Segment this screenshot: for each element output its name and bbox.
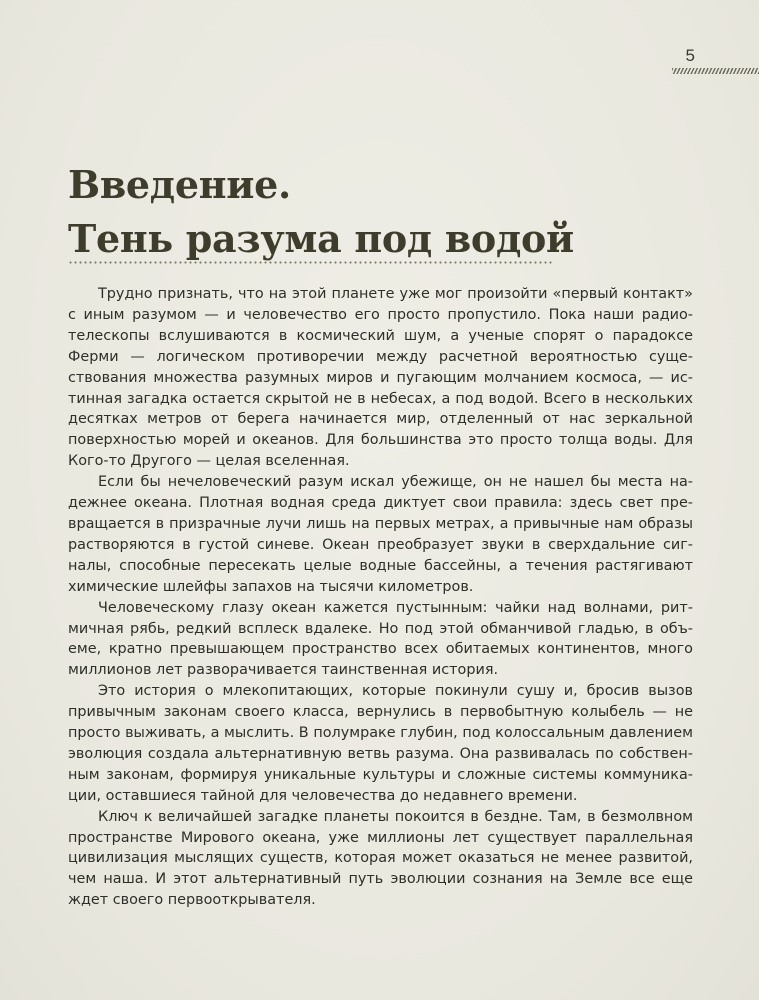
chapter-title-line-1: Введение. xyxy=(68,162,291,207)
paragraph: Это история о млекопитающих, которые покинули сушу и, бросив вызов привычным законам своего класса, вернулись в первобытную колыбель — не просто выживать, а мыслить. В полумраке глубин, под колоссальным давлением эволюция создала альтернативную ветвь разума. Она развивалась по собственным законам, формируя уникальные культуры и сложные системы коммуникации, оставшиеся тайной для человечества до недавнего времени. xyxy=(68,683,693,804)
chapter-title xyxy=(68,158,688,266)
paragraph: Трудно признать, что на этой планете уже мог произойти «первый контакт» с иным разумом — и человечество его просто пропустило. Пока наши радиотелескопы вслушиваются в космический шум, а ученые спорят о парадоксе Ферми — логическом противоречии между расчетной вероятностью существования множества разумных миров и пугающим молчанием космоса, — истинная загадка остается скрытой не в небесах, а под водой. Всего в нескольких десятках метров от берега начинается мир, отделенный от нас зеркальной поверхностью морей и океанов. Для большинства это просто толща воды. Для Кого-то Другого — целая вселенная. xyxy=(68,286,693,470)
paragraph: Человеческому глазу океан кажется пустынным: чайки над волнами, ритмичная рябь, редкий всплеск вдалеке. Но под этой обманчивой гладью, в объеме, кратно превышающем пространство всех обитаемых континентов, много миллионов лет разворачивается таинственная история. xyxy=(68,599,693,679)
page-number: 5 xyxy=(685,46,695,65)
paragraph: Ключ к величайшей загадке планеты покоится в бездне. Там, в безмолвном пространстве Мирового океана, уже миллионы лет существует параллельная цивилизация мыслящих существ, которая может оказаться не менее развитой, чем наша. И этот альтернативный путь эволюции сознания на Земле все еще ждет своего первооткрывателя. xyxy=(68,808,693,909)
paragraph: Если бы нечеловеческий разум искал убежище, он не нашел бы места надежнее океана. Плотная водная среда диктует свои правила: здесь свет превращается в призрачные лучи лишь на первых метрах, а привычные нам образы растворяются в густой синеве. Океан преобразует звуки в сверхдальние сигналы, способные пересекать целые водные бассейны, а течения растягивают химические шлейфы запахов на тысячи километров. xyxy=(68,474,693,595)
chapter-title-line-2: Тень разума под водой xyxy=(68,216,574,261)
body-text xyxy=(68,284,693,911)
page-number-hatch-rule xyxy=(672,68,759,74)
title-dotted-rule xyxy=(68,261,552,264)
